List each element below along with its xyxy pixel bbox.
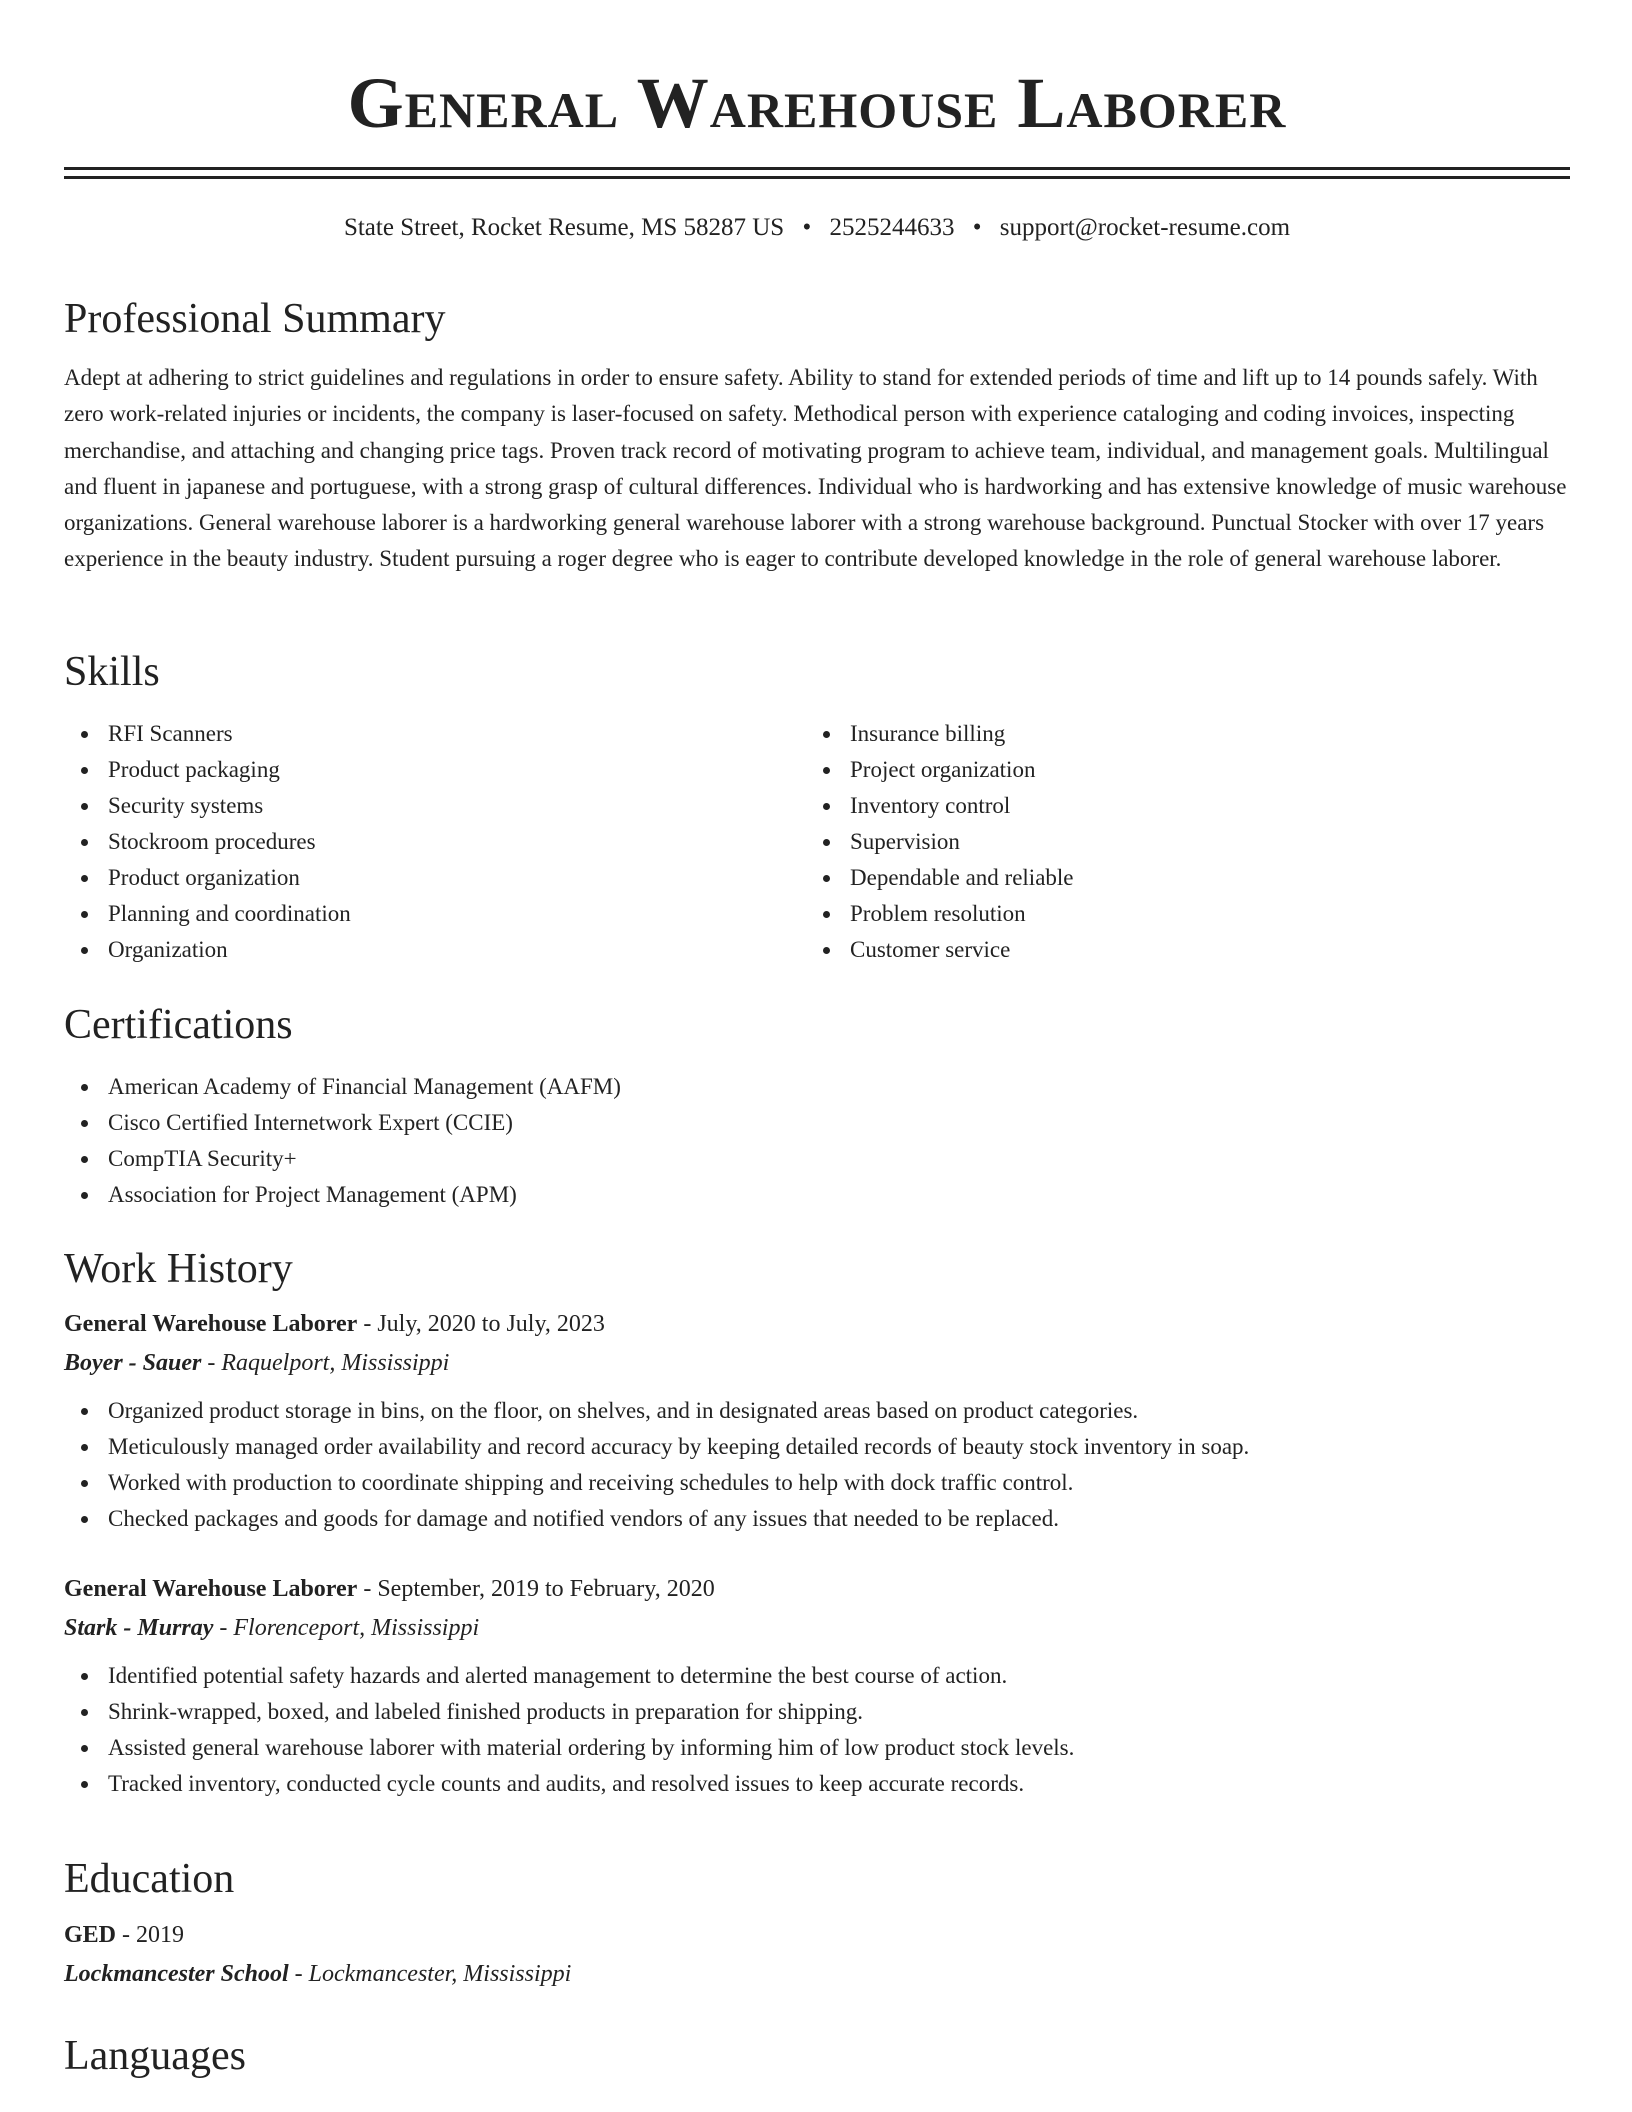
header-divider-bottom [64,176,1570,179]
job-title-line [64,1570,1570,1608]
certifications-section [64,999,1570,1213]
job-title-line [64,1305,1570,1343]
work-history-section [64,1243,1570,1802]
job-duty: Shrink-wrapped, boxed, and labeled finished products in preparation for shipping. [64,1694,1570,1730]
candidate-name: General Warehouse Laborer [347,63,1287,143]
skill-item: Insurance billing [806,716,1548,752]
job-employer: Boyer - Sauer [64,1350,202,1376]
job-duty: Meticulously managed order availability and record accuracy by keeping detailed records of beauty stock inventory in soap. [64,1429,1570,1465]
contact-email: support@rocket-resume.com [999,214,1291,241]
skill-item: Problem resolution [806,896,1548,932]
job-duties-list [64,1393,1570,1537]
job-duty: Organized product storage in bins, on the floor, on shelves, and in designated areas based on product categories. [64,1393,1570,1429]
contact-line [64,213,1570,243]
languages-section [64,2030,1570,2082]
contact-phone: 2525244633 [829,214,955,241]
job-employer-line [64,1343,1570,1383]
summary-section [64,293,1570,578]
contact-separator: • [802,214,812,241]
job-duty: Assisted general warehouse laborer with material ordering by informing him of low product stock levels. [64,1730,1570,1766]
skills-list-right [806,716,1548,968]
skill-item: Security systems [64,788,806,824]
skill-item: Project organization [806,752,1548,788]
education-school: Lockmancester School [64,1961,289,1987]
job-duties-list [64,1658,1570,1802]
contact-separator: • [972,214,982,241]
skill-item: Product packaging [64,752,806,788]
education-year: - 2019 [116,1922,185,1948]
contact-address: State Street, Rocket Resume, MS 58287 US [343,214,785,241]
certification-item: CompTIA Security+ [64,1141,1570,1177]
job-title: General Warehouse Laborer [64,1311,358,1337]
resume-header [64,0,1570,243]
job-employer: Stark - Murray [64,1615,214,1641]
skill-item: RFI Scanners [64,716,806,752]
education-school-line [64,1954,1570,1994]
job-entry [64,1305,1570,1537]
job-duty: Tracked inventory, conducted cycle counts and audits, and resolved issues to keep accurate records. [64,1766,1570,1802]
certification-item: American Academy of Financial Management (AAFM) [64,1069,1570,1105]
job-employer-line [64,1608,1570,1648]
job-location: - Raquelport, Mississippi [201,1350,450,1376]
job-duty: Checked packages and goods for damage and notified vendors of any issues that needed to be replaced. [64,1501,1570,1537]
certification-item: Cisco Certified Internetwork Expert (CCIE) [64,1105,1570,1141]
education-section [64,1853,1570,1994]
education-location: - Lockmancester, Mississippi [288,1961,572,1987]
job-title: General Warehouse Laborer [64,1576,358,1602]
certifications-list [64,1069,1570,1213]
skill-item: Planning and coordination [64,896,806,932]
job-dates: - July, 2020 to July, 2023 [357,1311,605,1337]
skill-item: Dependable and reliable [806,860,1548,896]
section-title-education: Education [64,1856,235,1902]
job-location: - Florenceport, Mississippi [213,1615,480,1641]
summary-text: Adept at adhering to strict guidelines and regulations in order to ensure safety. Ability to stand for extended periods of time and lift up to 14 pounds safely. With zero work-related injuries or incidents, the company is laser-focused on safety. Methodical person with experience cataloging and coding invoices, inspecting merchandise, and attaching and changing price tags. Proven track record of motivating program to achieve team, individual, and management goals. Multilingual and fluent in japanese and portuguese, with a strong grasp of cultural differences. Individual who is hardworking and has extensive knowledge of music warehouse organizations. General warehouse laborer is a hardworking general warehouse laborer with a strong warehouse background. Punctual Stocker with over 17 years experience in the beauty industry. Student pursuing a roger degree who is eager to contribute developed knowledge in the role of general warehouse laborer. [64,365,1567,572]
skills-columns [64,716,1570,968]
section-title-certifications: Certifications [64,1002,293,1048]
job-duty: Worked with production to coordinate shipping and receiving schedules to help with dock traffic control. [64,1465,1570,1501]
job-entry [64,1570,1570,1802]
education-degree-line [64,1916,1570,1954]
skills-section [64,646,1570,968]
skill-item: Customer service [806,932,1548,968]
certification-item: Association for Project Management (APM) [64,1177,1570,1213]
skill-item: Stockroom procedures [64,824,806,860]
skills-list-left [64,716,806,968]
section-title-work-history: Work History [64,1246,293,1292]
skill-item: Inventory control [806,788,1548,824]
education-degree: GED [64,1922,117,1948]
section-title-summary: Professional Summary [64,296,446,342]
skill-item: Supervision [806,824,1548,860]
header-divider-top [64,167,1570,170]
section-title-languages: Languages [64,2033,246,2079]
section-title-skills: Skills [64,649,160,695]
skill-item: Organization [64,932,806,968]
job-duty: Identified potential safety hazards and alerted management to determine the best course of action. [64,1658,1570,1694]
skill-item: Product organization [64,860,806,896]
job-dates: - September, 2019 to February, 2020 [357,1576,715,1602]
